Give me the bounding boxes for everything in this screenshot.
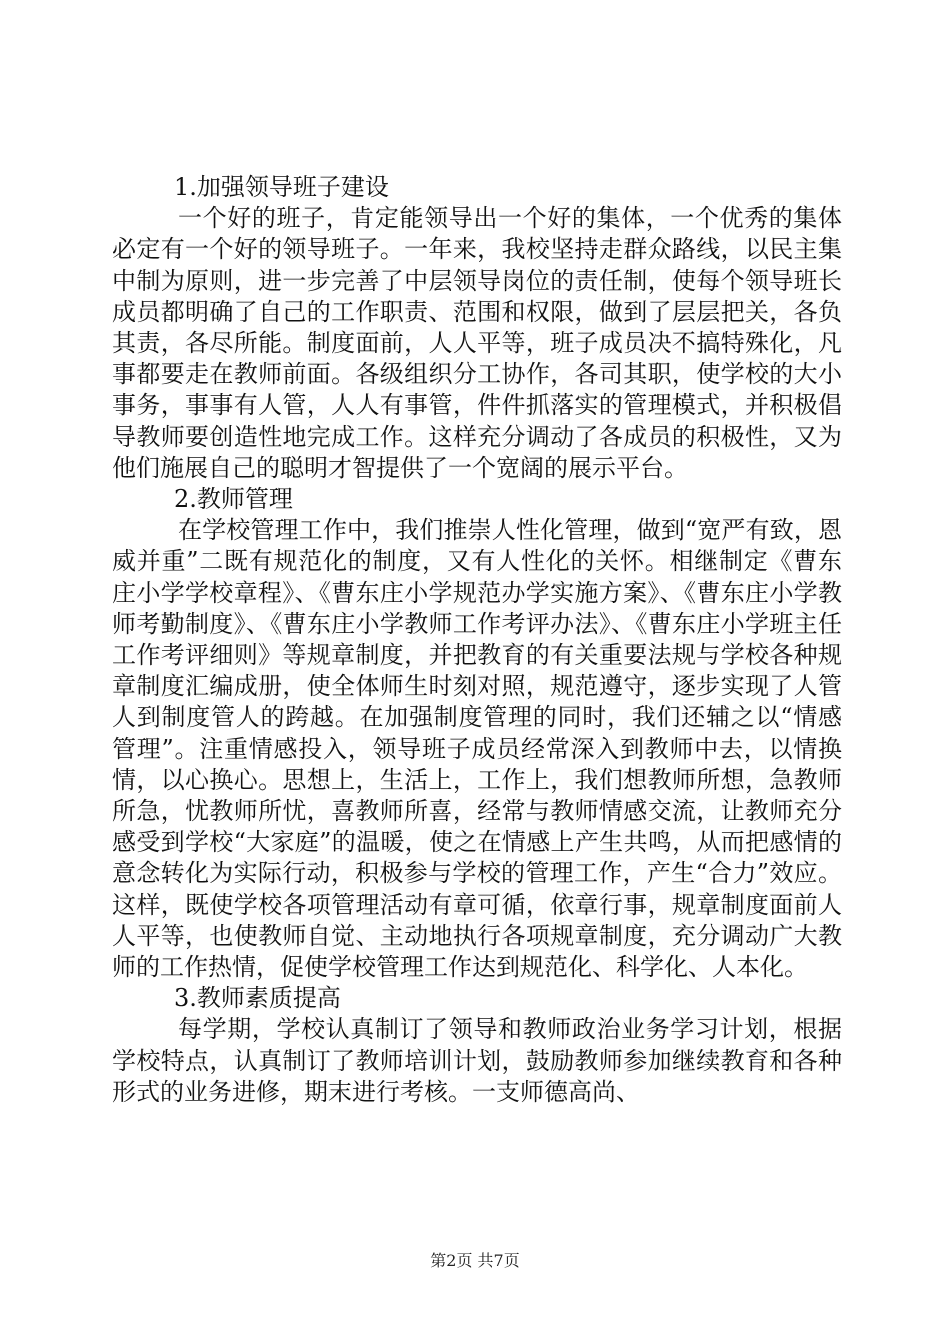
section-heading-2: 2.教师管理: [174, 485, 293, 514]
section-paragraph-3: 每学期，学校认真制订了领导和教师政治业务学习计划，根据学校特点，认真制订了教师培训计划，鼓励教师参加继续教育和各种形式的业务进修，期末进行考核。一支师德高尚、: [112, 1015, 842, 1106]
document-body: [112, 172, 842, 1108]
page-number-footer: 第2页 共7页: [430, 1251, 520, 1270]
section-heading-1: 1.加强领导班子建设: [174, 173, 389, 201]
section-paragraph-2: 在学校管理工作中，我们推崇人性化管理，做到“宽严有致，恩威并重”二既有规范化的制度，又有人性化的关怀。相继制定《曹东庄小学学校章程》、《曹东庄小学规范办学实施方案》、《曹东庄小学教师考勤制度》、《曹东庄小学教师工作考评办法》、《曹东庄小学班主任工作考评细则》等规章制度，并把教育的有关重要法规与学校各种规章制度汇编成册，使全体师生时刻对照，规范遵守，逐步实现了人管人到制度管人的跨越。在加强制度管理的同时，我们还辅之以“情感管理”。注重情感投入，领导班子成员经常深入到教师中去，以情换情，以心换心。思想上，生活上，工作上，我们想教师所想，急教师所急，忧教师所忧，喜教师所喜，经常与教师情感交流，让教师充分感受到学校“大家庭”的温暖，使之在情感上产生共鸣，从而把感情的意念转化为实际行动，积极参与学校的管理工作，产生“合力”效应。这样，既使学校各项管理活动有章可循，依章行事，规章制度面前人人平等，也使教师自觉、主动地执行各项规章制度，充分调动广大教师的工作热情，促使学校管理工作达到规范化、科学化、人本化。: [112, 516, 842, 982]
section-paragraph-1: 一个好的班子，肯定能领导出一个好的集体，一个优秀的集体必定有一个好的领导班子。一年来，我校坚持走群众路线，以民主集中制为原则，进一步完善了中层领导岗位的责任制，使每个领导班长成员都明确了自己的工作职责、范围和权限，做到了层层把关，各负其责，各尽所能。制度面前，人人平等，班子成员决不搞特殊化，凡事都要走在教师前面。各级组织分工协作，各司其职，使学校的大小事务，事事有人管，人人有事管，件件抓落实的管理模式，并积极倡导教师要创造性地完成工作。这样充分调动了各成员的积极性，又为他们施展自己的聪明才智提供了一个宽阔的展示平台。: [112, 204, 842, 482]
section-heading-3: 3.教师素质提高: [174, 984, 341, 1013]
